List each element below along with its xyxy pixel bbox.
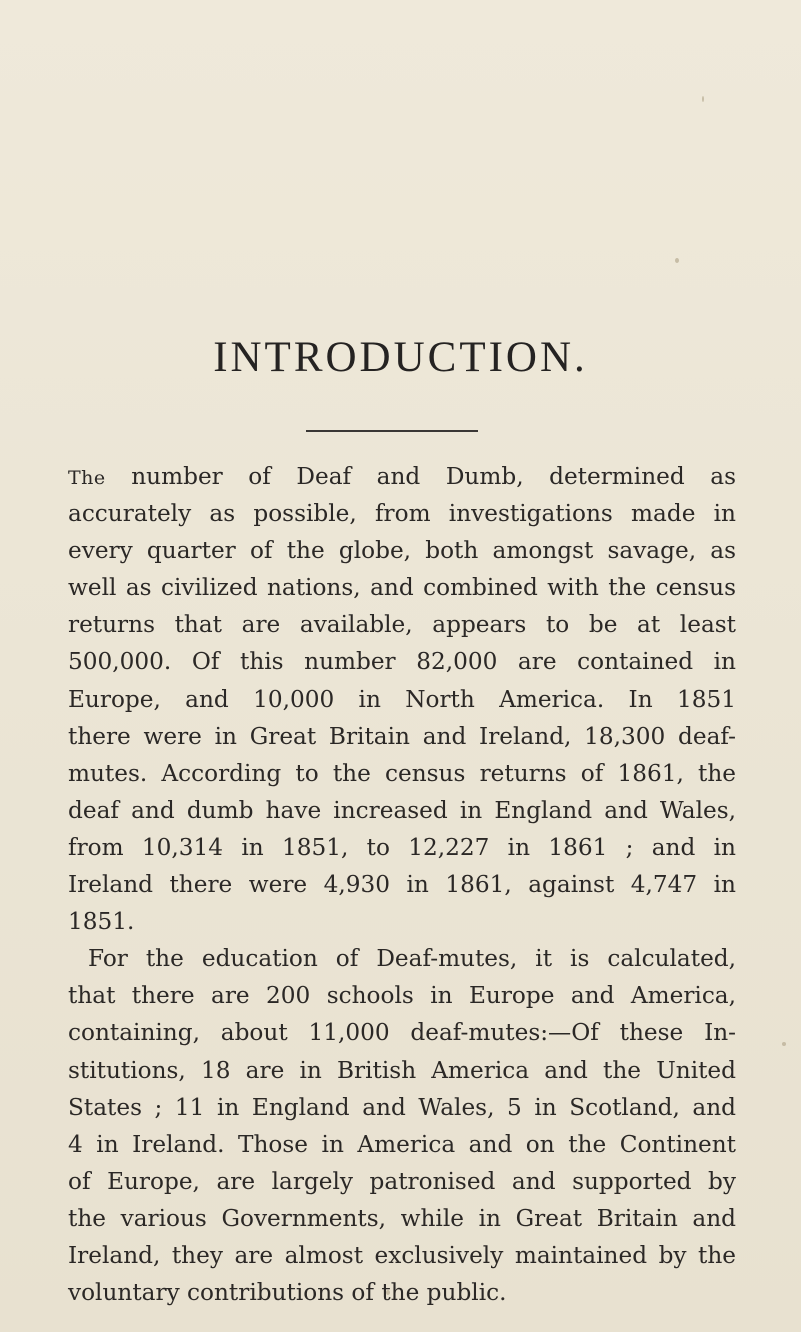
text-line: of Europe, are largely patronised and supported by <box>68 1167 736 1195</box>
title-divider <box>306 430 478 432</box>
text-line: stitutions, 18 are in British America and the United <box>68 1056 736 1084</box>
paper-speck <box>675 258 679 263</box>
paragraph-2 <box>68 940 736 1311</box>
paper-speck <box>702 96 704 102</box>
text-line: Europe, and 10,000 in North America. In 1851 <box>68 685 736 713</box>
paragraph-1 <box>68 458 736 940</box>
text-line <box>68 458 736 495</box>
text-line: returns that are available, appears to be at least <box>68 611 736 639</box>
text-line: that there are 200 schools in Europe and America, <box>68 982 736 1010</box>
text-line: 1851. <box>68 908 135 936</box>
line-text: number of Deaf and Dumb, determined as <box>105 463 736 490</box>
text-line: voluntary contributions of the public. <box>68 1279 507 1307</box>
text-line: Ireland there were 4,930 in 1861, against 4,747 in <box>68 871 736 899</box>
text-line: mutes. According to the census returns of 1861, the <box>68 759 736 787</box>
introduction-text <box>68 458 736 1311</box>
text-line: deaf and dumb have increased in England and Wales, <box>68 796 736 824</box>
text-line: there were in Great Britain and Ireland, 18,300 deaf- <box>68 722 736 750</box>
page-title: INTRODUCTION. <box>213 334 588 381</box>
text-line: the various Governments, while in Great Britain and <box>68 1204 736 1232</box>
text-line: 4 in Ireland. Those in America and on the Continent <box>68 1130 736 1158</box>
paper-speck <box>782 1042 786 1046</box>
text-line: States ; 11 in England and Wales, 5 in Scotland, and <box>68 1093 736 1121</box>
text-line: accurately as possible, from investigations made in <box>68 500 736 528</box>
text-line: from 10,314 in 1851, to 12,227 in 1861 ; and in <box>68 833 736 861</box>
text-line: 500,000. Of this number 82,000 are contained in <box>68 648 736 676</box>
text-line: Ireland, they are almost exclusively maintained by the <box>68 1241 736 1269</box>
small-caps-lead: The <box>68 467 106 489</box>
text-line: containing, about 11,000 deaf-mutes:—Of these In- <box>68 1019 736 1047</box>
text-line: well as civilized nations, and combined with the census <box>68 574 736 602</box>
text-line: every quarter of the globe, both amongst savage, as <box>68 537 736 565</box>
text-line: For the education of Deaf-mutes, it is calculated, <box>88 945 736 973</box>
